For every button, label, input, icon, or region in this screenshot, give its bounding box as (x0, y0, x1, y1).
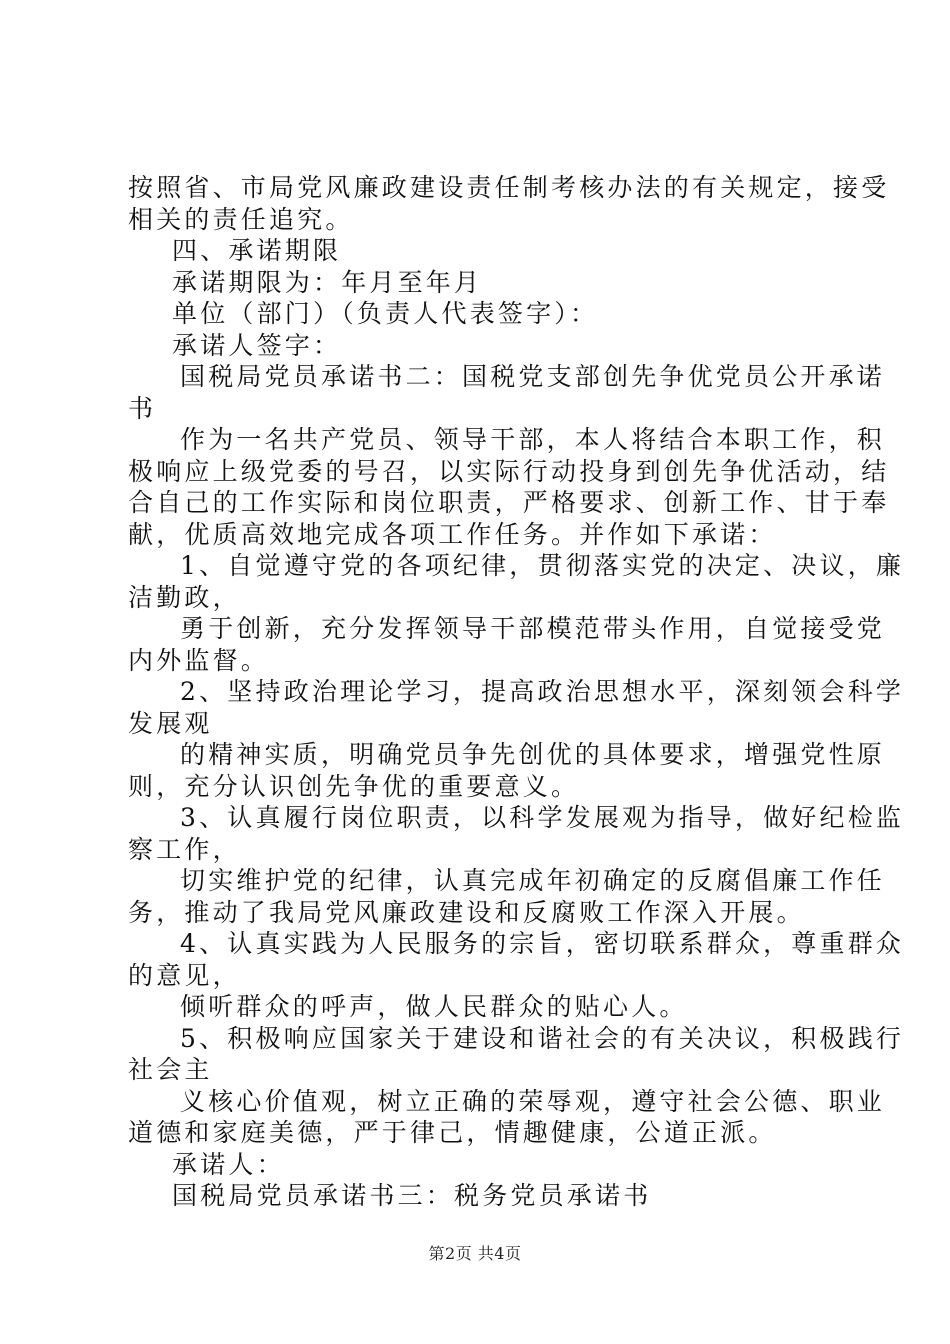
list-item: 3、认真履行岗位职责，以科学发展观为指导，做好纪检监 (180, 803, 905, 832)
text-line: 倾听群众的呼声，做人民群众的贴心人。 (180, 992, 688, 1021)
text-line: 的精神实质，明确党员争先创优的具体要求，增强党性原 (180, 740, 886, 769)
list-item: 4、认真实践为人民服务的宗旨，密切联系群众，尊重群众 (180, 929, 905, 958)
text-line: 合自己的工作实际和岗位职责，严格要求、创新工作、甘于奉 (128, 488, 890, 517)
text-line: 道德和家庭美德，严于律己，情趣健康，公道正派。 (128, 1118, 777, 1147)
text-line: 务，推动了我局党风廉政建设和反腐败工作深入开展。 (128, 897, 805, 927)
document-title: 国税局党员承诺书三：税务党员承诺书 (172, 1181, 652, 1210)
text-line: 内外监督。 (128, 645, 270, 675)
list-item: 5、积极响应国家关于建设和谐社会的有关决议，积极践行 (180, 1023, 905, 1053)
text-line: 按照省、市局党风廉政建设责任制考核办法的有关规定，接受 (128, 173, 890, 202)
text-line: 勇于创新，充分发挥领导干部模范带头作用，自觉接受党 (180, 614, 886, 643)
text-line: 义核心价值观，树立正确的荣辱观，遵守社会公德、职业 (180, 1086, 886, 1116)
text-line: 承诺期限为：年月至年月 (172, 267, 483, 297)
page-footer (0, 1244, 950, 1264)
document-title: 书 (128, 393, 157, 423)
text-line: 社会主 (128, 1055, 213, 1084)
text-line: 承诺人签字： (172, 330, 342, 360)
text-line: 献，优质高效地完成各项工作任务。并作如下承诺： (128, 519, 777, 549)
text-line: 的意见， (128, 960, 241, 990)
text-line: 切实维护党的纪律，认真完成年初确定的反腐倡廉工作任 (180, 866, 886, 895)
section-heading: 四、承诺期限 (172, 236, 342, 265)
document-body (128, 172, 905, 1212)
signature-line: 承诺人： (172, 1149, 285, 1179)
text-line: 单位（部门）（负责人代表签字）： (172, 299, 599, 328)
list-item: 1、自觉遵守党的各项纪律，贯彻落实党的决定、决议，廉 (180, 551, 905, 580)
list-item: 2、坚持政治理论学习，提高政治思想水平，深刻领会科学 (180, 677, 905, 706)
text-line: 作为一名共产党员、领导干部，本人将结合本职工作，积 (180, 425, 886, 454)
text-line: 相关的责任追究。 (128, 204, 354, 234)
text-line: 察工作， (128, 834, 241, 864)
text-line: 洁勤政， (128, 582, 241, 612)
page-number: 第2页 共4页 (428, 1244, 522, 1263)
document-title: 国税局党员承诺书二：国税党支部创先争优党员公开承诺 (180, 362, 886, 391)
text-line: 极响应上级党委的号召，以实际行动投身到创先争优活动，结 (128, 456, 890, 486)
text-line: 则，充分认识创先争优的重要意义。 (128, 771, 580, 801)
text-line: 发展观 (128, 708, 213, 738)
